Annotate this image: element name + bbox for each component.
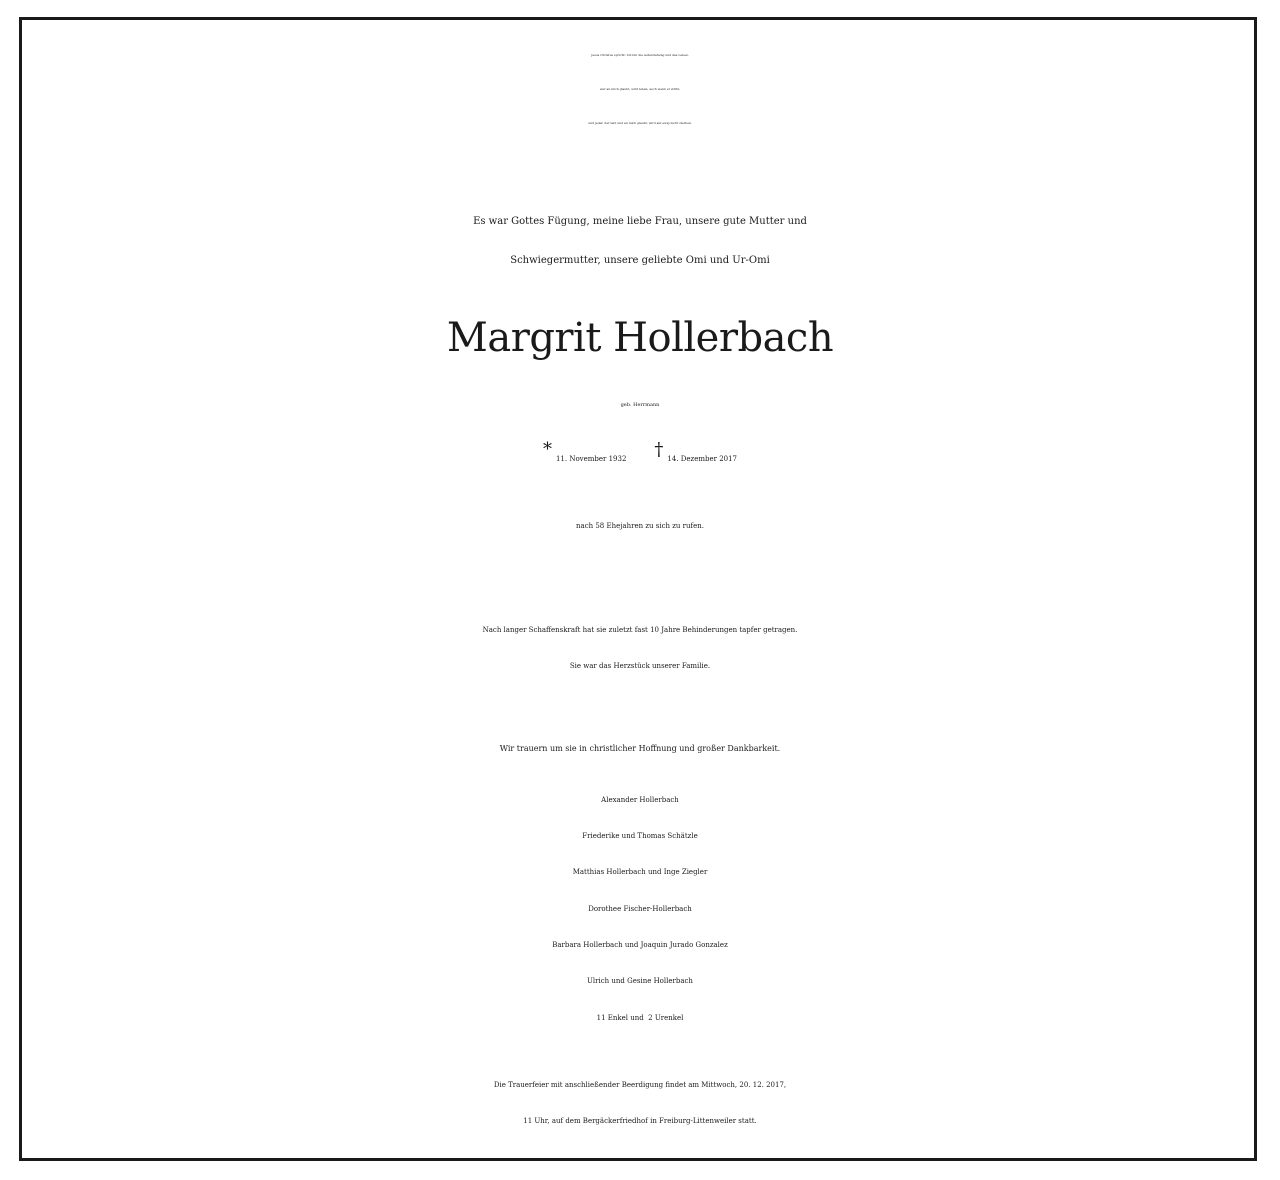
birth-date: 11. November 1932 — [555, 455, 627, 463]
intro-line: Schwiegermutter, unsere geliebte Omi und Ur-Omi — [510, 255, 770, 266]
birth-name: geb. Herrmann — [620, 402, 660, 408]
verse-reference — [22, 138, 1258, 166]
life-dates — [22, 432, 1258, 477]
tribute-line: Nach langer Schaffenskraft hat sie zuletzt fast 10 Jahre Behinderungen tapfer getragen. — [482, 626, 798, 634]
mourner-name: Dorothee Fischer-Hollerbach — [588, 905, 692, 913]
marriage-line: nach 58 Ehejahren zu sich zu rufen. — [576, 522, 704, 530]
verse-line: Jesus Christus spricht: Ich bin die Auferstehung und das Leben, — [591, 53, 689, 57]
mourner-name: Alexander Hollerbach — [601, 796, 679, 804]
death-date: 14. Dezember 2017 — [667, 455, 738, 463]
mourner-name: Friederike und Thomas Schätzle — [582, 832, 698, 840]
mourner-name: Ulrich und Gesine Hollerbach — [587, 977, 693, 985]
mourning-statement: Wir trauern um sie in christlicher Hoffnung und großer Dankbarkeit. — [499, 744, 781, 753]
funeral-info-line: Die Trauerfeier mit anschließender Beerdigung findet am Mittwoch, 20. 12. 2017, — [493, 1081, 787, 1089]
verse-line: wer an mich glaubt, wird leben, auch wenn er stirbt, — [599, 87, 681, 91]
intro-line: Es war Gottes Fügung, meine liebe Frau, unsere gute Mutter und — [473, 216, 807, 227]
deceased-name: Margrit Hollerbach — [446, 315, 834, 361]
funeral-info-line: 11 Uhr, auf dem Bergäckerfriedhof in Freiburg-Littenweiler statt. — [523, 1117, 757, 1125]
mourner-name: Matthias Hollerbach und Inge Ziegler — [572, 868, 708, 876]
tribute-line: Sie war das Herzstück unserer Familie. — [569, 662, 711, 670]
mourner-name: 11 Enkel und 2 Urenkel — [596, 1014, 684, 1022]
birth-star-icon: * — [542, 439, 552, 460]
verse-line: und jeder, der lebt und an mich glaubt, wird auf ewig nicht sterben. — [588, 121, 692, 125]
mourner-name: Barbara Hollerbach und Joaquin Jurado Gonzalez — [552, 941, 728, 949]
death-cross-icon: † — [654, 439, 664, 460]
